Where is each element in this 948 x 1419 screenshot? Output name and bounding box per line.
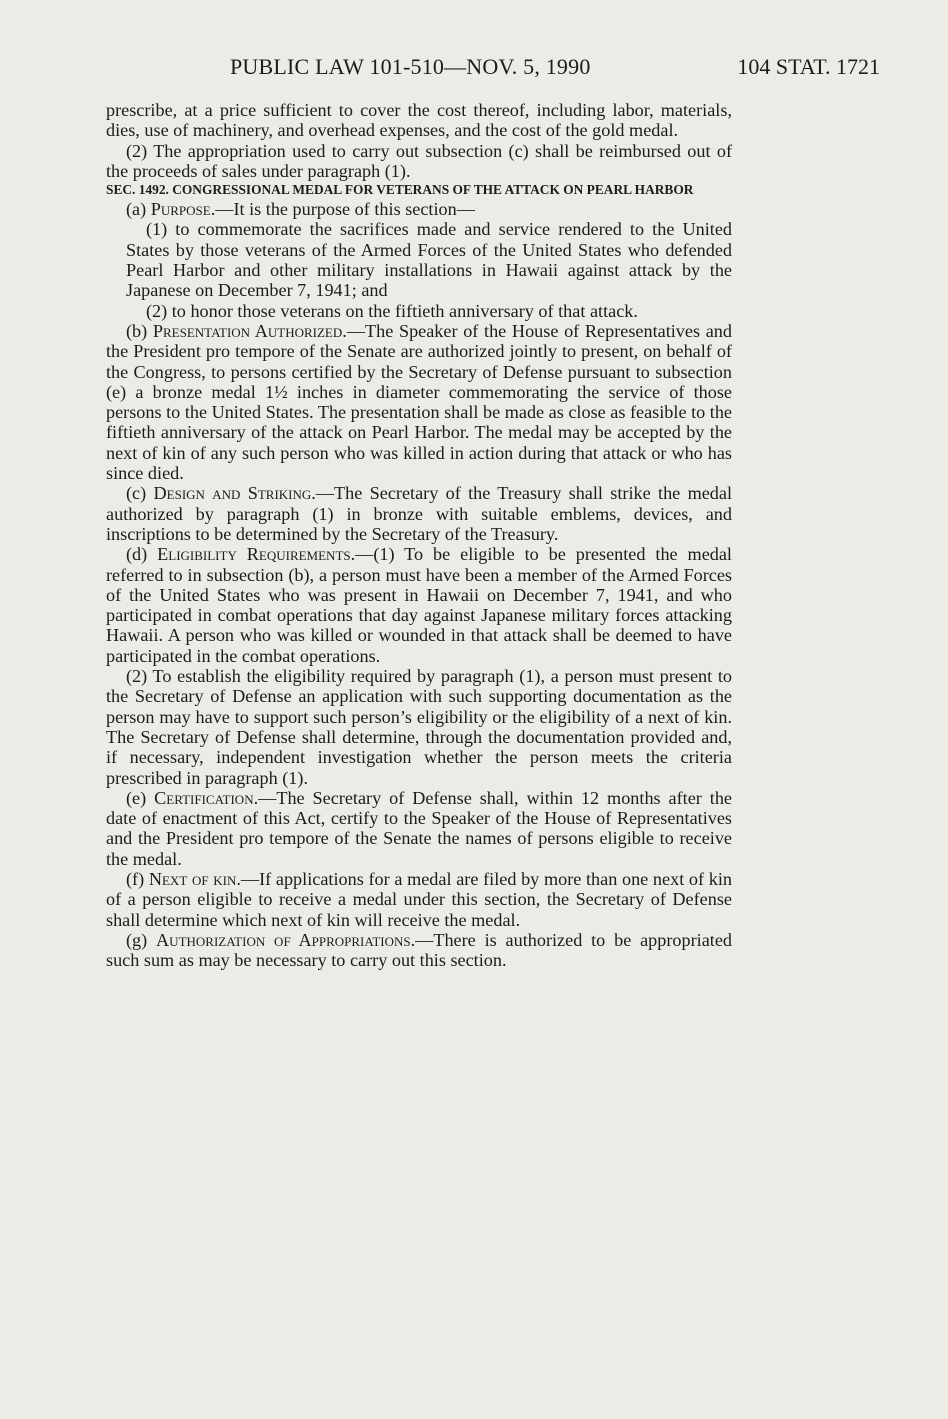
document-body	[106, 100, 732, 970]
subsection-c	[106, 483, 732, 544]
subsection-a-item-1: (1) to commemorate the sacrifices made and service rendered to the United States by those veterans of the Armed Forces of the United States who defended Pearl Harbor and other military installations in Hawaii against attack by the Japanese on December 7, 1941; and	[126, 219, 732, 301]
subsection-d-prefix: (d)	[126, 544, 158, 565]
subsection-e-text: —The Secretary of Defense shall, within 12 months after the date of enactment of this Act, certify to the Speaker of the House of Representatives and the President pro tempore of the Senate the names of persons eligible to receive the medal.	[106, 787, 733, 869]
subsection-c-prefix: (c)	[126, 483, 154, 504]
subsection-g-heading: Authorization of Appropriations.	[156, 929, 416, 950]
subsection-a-prefix: (a)	[126, 199, 151, 220]
subsection-b-prefix: (b)	[126, 320, 153, 341]
page-header	[100, 54, 880, 86]
subsection-a-text: —It is the purpose of this section—	[215, 199, 475, 220]
continued-paragraph: prescribe, at a price sufficient to cover the cost thereof, including labor, materials, dies, use of machinery, and overhead expenses, and the cost of the gold medal.	[106, 100, 732, 141]
statute-page-number: 104 STAT. 1721	[737, 54, 880, 79]
subsection-d-heading: Eligibility Requirements.	[157, 544, 356, 565]
subsection-b-heading: Presentation Authorized.	[152, 320, 347, 341]
subsection-f-heading: Next of kin.	[148, 868, 241, 889]
subsection-a-heading: Purpose.	[150, 199, 216, 220]
subsection-a-item-2: (2) to honor those veterans on the fiftieth anniversary of that attack.	[146, 300, 638, 321]
subsection-d-text: —(1) To be eligible to be presented the medal referred to in subsection (b), a person must have been a member of the Armed Forces of the United States who was present in Hawaii on December 7, 1941, and who participated in combat operations that day against Japanese military forces attacking Hawaii. A person who was killed or wounded in that attack shall be deemed to have participated in the combat operations.	[106, 544, 732, 666]
subsection-f	[106, 869, 732, 930]
subsection-b	[106, 321, 732, 483]
subsection-a	[106, 199, 732, 219]
subsection-f-text: —If applications for a medal are filed by more than one next of kin of a person eligible to receive a medal under this section, the Secretary of Defense shall determine which next of kin will receive the medal.	[106, 868, 732, 930]
subsection-e-prefix: (e)	[126, 787, 155, 808]
subsection-e	[106, 788, 732, 869]
subsection-g-text: —There is authorized to be appropriated such sum as may be necessary to carry out this section.	[106, 929, 732, 971]
section-heading: SEC. 1492. CONGRESSIONAL MEDAL FOR VETERANS OF THE ATTACK ON PEARL HARBOR	[106, 182, 694, 198]
paragraph-2: (2) The appropriation used to carry out subsection (c) shall be reimbursed out of the proceeds of sales under paragraph (1).	[106, 140, 732, 181]
subsection-g	[106, 930, 732, 971]
running-head-title: PUBLIC LAW 101-510—NOV. 5, 1990	[230, 54, 591, 79]
subsection-f-prefix: (f)	[126, 868, 149, 889]
subsection-c-text: —The Secretary of the Treasury shall strike the medal authorized by paragraph (1) in bronze with suitable emblems, devices, and inscriptions to be determined by the Secretary of the Treasury.	[106, 483, 733, 544]
subsection-d	[106, 544, 732, 666]
subsection-g-prefix: (g)	[126, 929, 157, 950]
subsection-e-heading: Certification.	[154, 787, 259, 808]
subsection-d-paragraph-2: (2) To establish the eligibility required by paragraph (1), a person must present to the Secretary of Defense an application with such supporting documentation as the person may have to support such person’s eligibility or the eligibility of a next of kin. The Secretary of Defense shall determine, through the documentation provided and, if necessary, independent investigation whether the person meets the criteria prescribed in paragraph (1).	[106, 666, 732, 788]
subsection-c-heading: Design and Striking.	[153, 483, 316, 504]
subsection-b-text: —The Speaker of the House of Representatives and the President pro tempore of the Senate are authorized jointly to present, on behalf of the Congress, to persons certified by the Secretary of Defense pursuant to subsection (e) a bronze medal 1½ inches in diameter commemorating the service of those persons to the United States. The presentation shall be made as close as feasible to the fiftieth anniversary of the attack on Pearl Harbor. The medal may be accepted by the next of kin of any such person who was killed in action during that attack or who has since died.	[106, 320, 732, 484]
